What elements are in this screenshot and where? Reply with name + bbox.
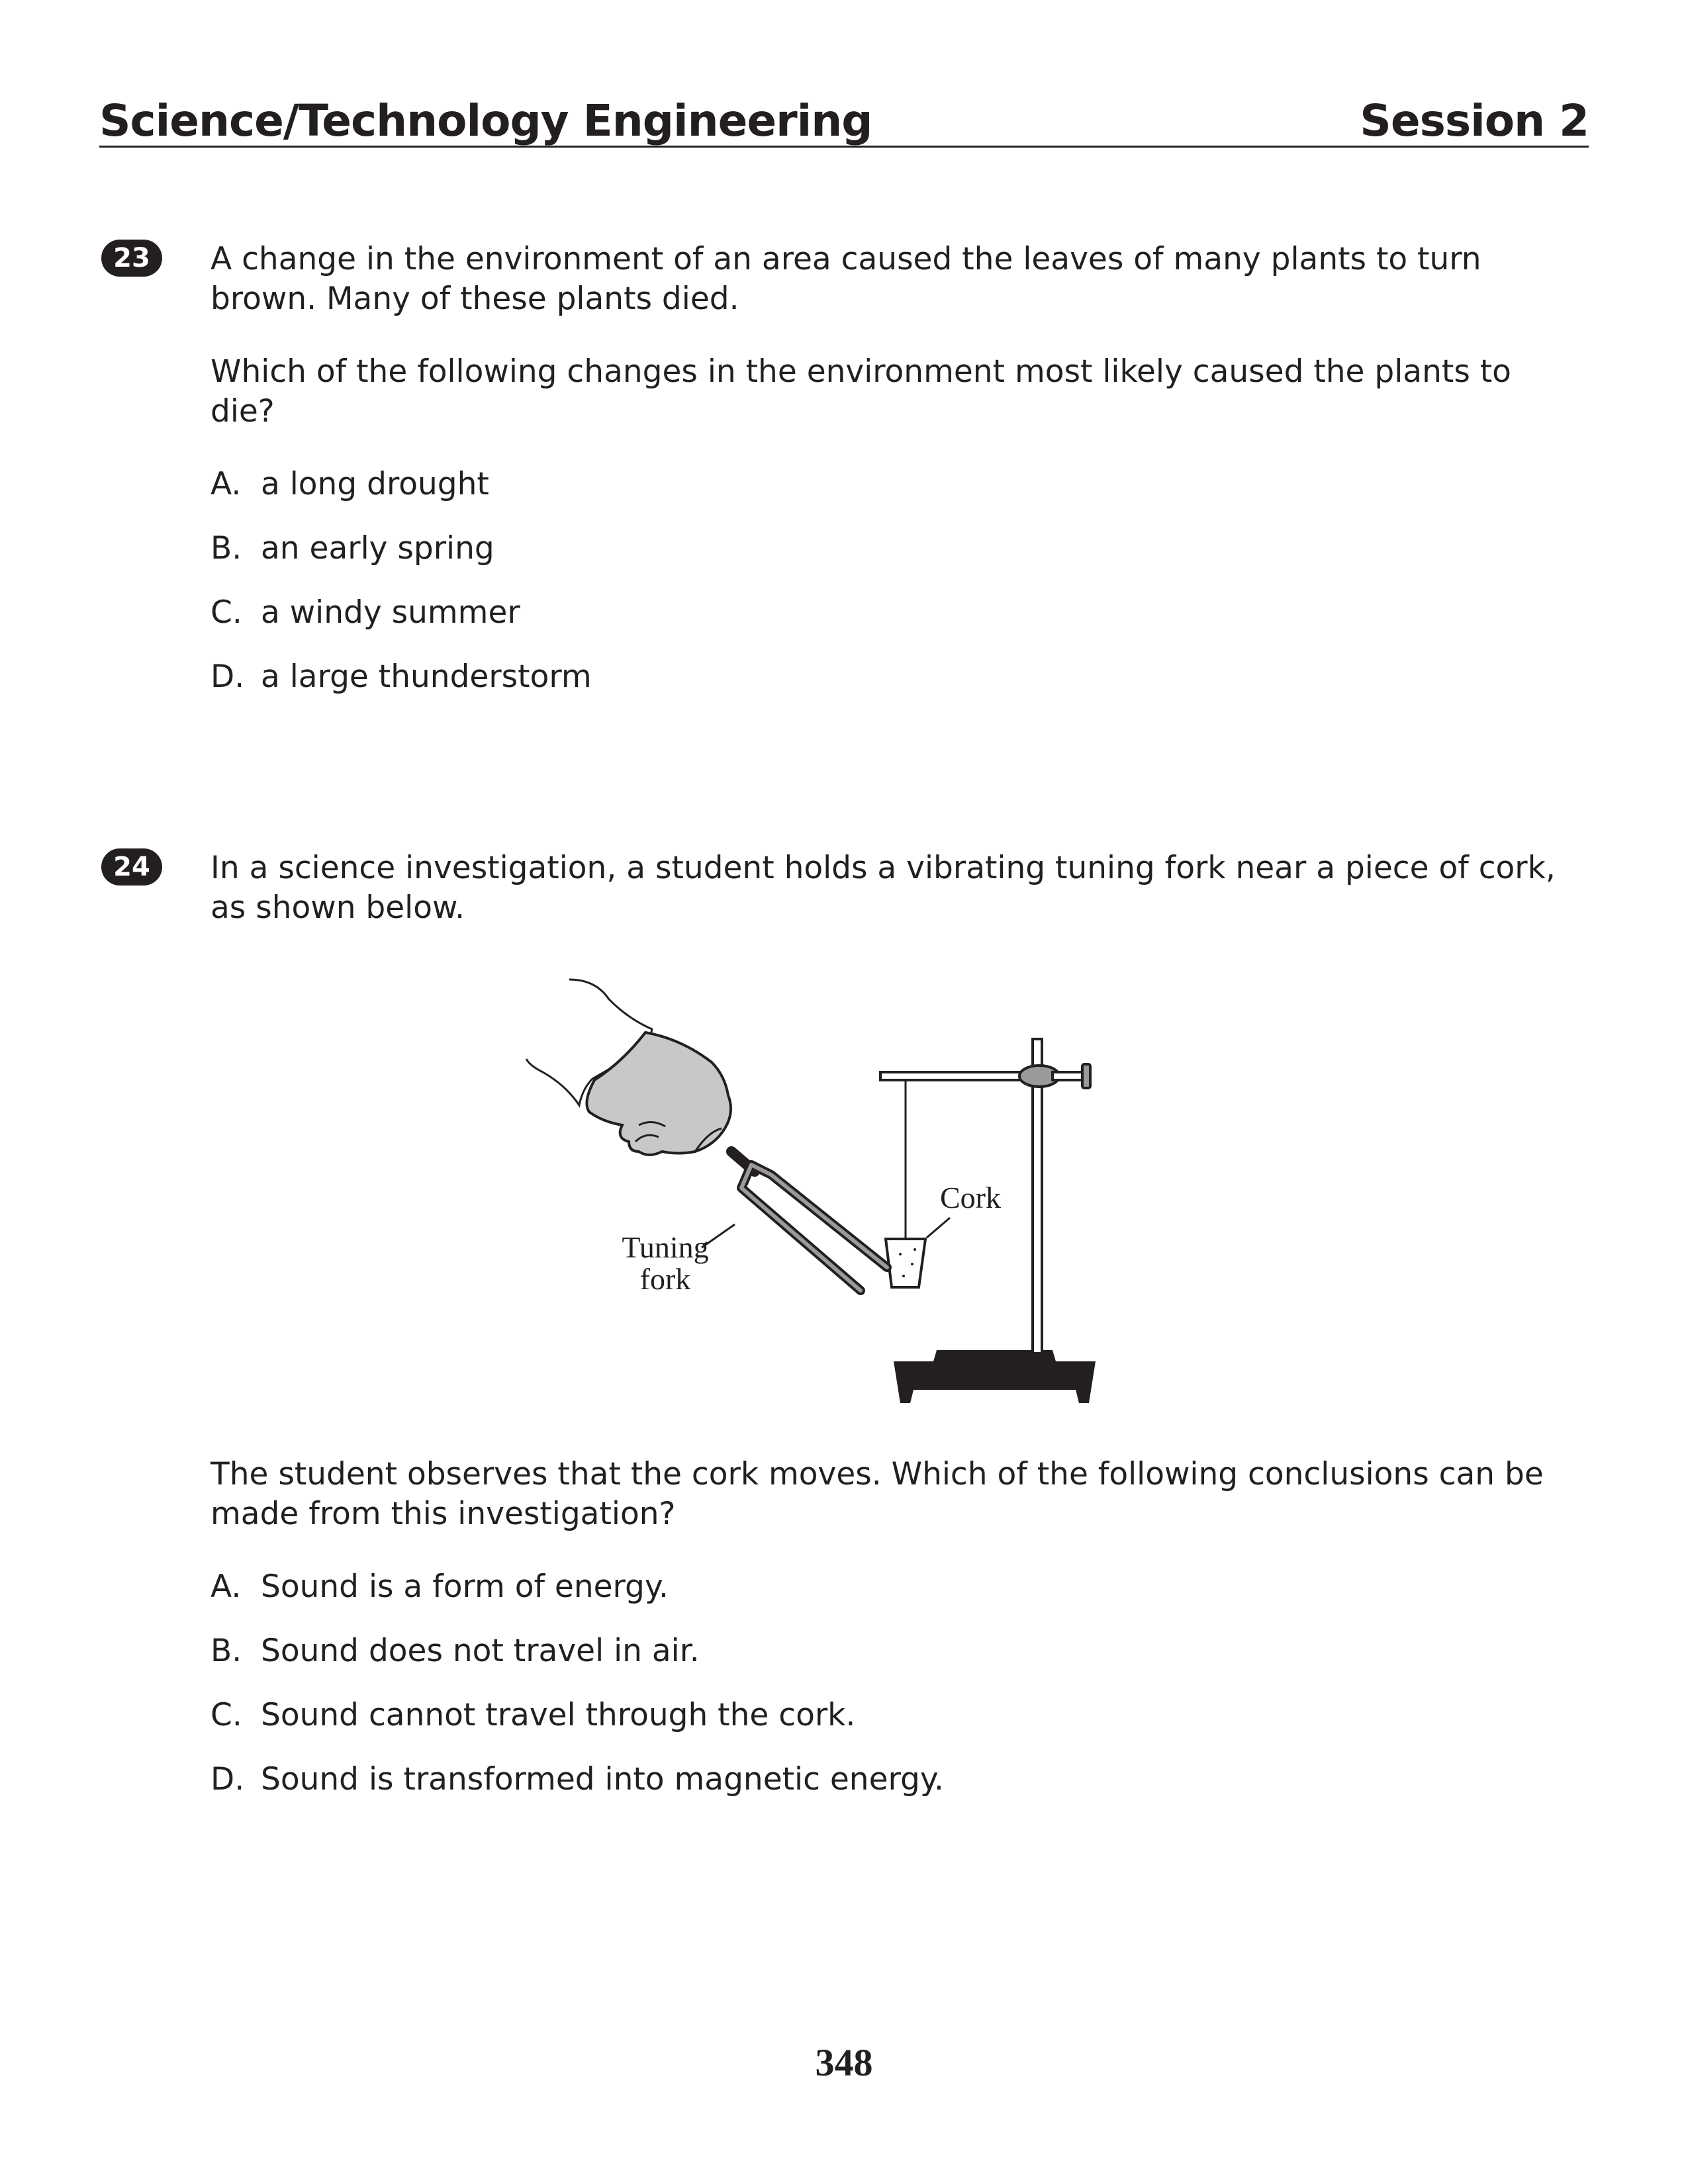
option-letter: B. [211, 530, 242, 567]
clamp-screw [1053, 1072, 1086, 1080]
answer-option [211, 1760, 944, 1799]
cork [886, 1239, 925, 1287]
answer-option [211, 593, 520, 633]
tuning-fork-label-line1: Tuning [622, 1230, 709, 1264]
option-letter: D. [211, 659, 245, 695]
cork-texture [899, 1253, 902, 1255]
question-prompt: Which of the following changes in the environment most likely caused the plants to die? [211, 353, 1511, 430]
option-letter: A. [211, 1569, 242, 1605]
option-text: Sound cannot travel through the cork. [261, 1697, 856, 1733]
option-text: Sound is transformed into magnetic energy. [261, 1761, 944, 1797]
answer-option [211, 657, 592, 697]
tuning-fork [731, 1152, 887, 1291]
cork-texture [902, 1275, 905, 1277]
tuning-fork-diagram [523, 953, 1132, 1430]
page-number: 348 [815, 2041, 873, 2084]
option-text: an early spring [261, 530, 494, 567]
ring-stand-base [894, 1350, 1096, 1403]
option-letter: C. [211, 594, 242, 631]
option-letter: B. [211, 1633, 242, 1669]
hand [526, 979, 731, 1155]
question-stem: A change in the environment of an area caused the leaves of many plants to turn brown. Many of these plants died. [211, 241, 1481, 317]
answer-option [211, 529, 494, 569]
tuning-fork-figure [523, 953, 1132, 1430]
answer-option [211, 1696, 855, 1735]
session-label: Session 2 [1360, 95, 1589, 146]
option-letter: A. [211, 466, 242, 502]
tuning-fork-label-line2: fork [639, 1262, 691, 1296]
question-prompt: The student observes that the cork moves. Which of the following conclusions can be made from this investigation? [211, 1456, 1544, 1532]
cork-label: Cork [940, 1181, 1001, 1214]
clamp-arm [880, 1072, 1039, 1080]
cork-texture [914, 1248, 916, 1251]
cork-leader-line [927, 1218, 950, 1238]
answer-option [211, 1631, 700, 1671]
cork-texture [911, 1263, 914, 1265]
option-text: a windy summer [261, 594, 520, 631]
subject-title: Science/Technology Engineering [99, 95, 872, 146]
question-number-badge: 23 [101, 240, 162, 277]
option-text: Sound is a form of energy. [261, 1569, 669, 1605]
option-letter: C. [211, 1697, 242, 1733]
question-number-badge: 24 [101, 848, 162, 886]
option-letter: D. [211, 1761, 245, 1797]
question-stem: In a science investigation, a student holds a vibrating tuning fork near a piece of cork, as shown below. [211, 850, 1556, 926]
answer-option [211, 1567, 669, 1607]
answer-option [211, 465, 489, 504]
option-text: a large thunderstorm [261, 659, 592, 695]
clamp-screw-handle [1082, 1064, 1090, 1088]
option-text: a long drought [261, 466, 489, 502]
page-header [99, 85, 1589, 148]
option-text: Sound does not travel in air. [261, 1633, 700, 1669]
